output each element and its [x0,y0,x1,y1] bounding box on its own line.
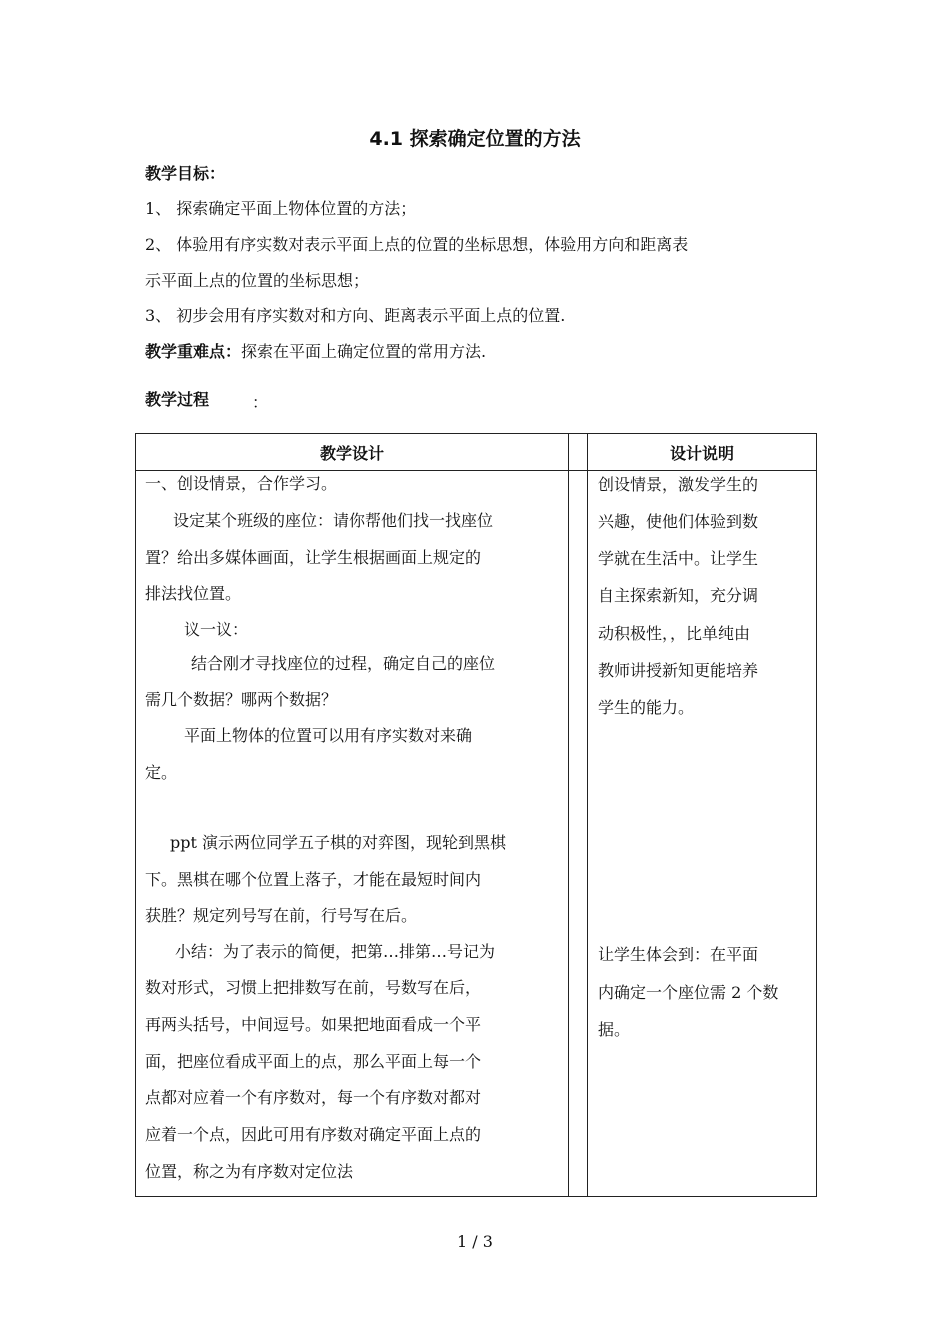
objectives-heading: 教学目标： [145,164,226,183]
notes-line: 据。 [598,1020,631,1039]
spacer-cell [569,471,588,1197]
page-number: 1 / 3 [457,1232,493,1251]
key-points-label: 教学重难点： [145,342,242,361]
design-cell [136,471,569,1197]
table-header-row [136,434,817,471]
design-line: 再两头括号，中间逗号。如果把地面看成一个平 [145,1015,482,1034]
process-colon: ： [252,393,269,412]
header-spacer [569,434,588,471]
design-line: 下。黑棋在哪个位置上落子，才能在最短时间内 [145,870,482,889]
design-line: 获胜？规定列号写在前，行号写在后。 [145,906,418,925]
notes-line: 学生的能力。 [598,698,695,717]
objective-item-1: 1、 探索确定平面上物体位置的方法； [145,199,417,218]
design-line: 数对形式，习惯上把排数写在前，号数写在后， [145,978,482,997]
design-line: 置？给出多媒体画面，让学生根据画面上规定的 [145,548,482,567]
header-design: 教学设计 [136,434,569,471]
notes-line: 兴趣，使他们体验到数 [598,512,759,531]
objective-item-3: 3、 初步会用有序实数对和方向、距离表示平面上点的位置. [145,306,566,325]
notes-line: 教师讲授新知更能培养 [598,661,759,680]
header-notes: 设计说明 [588,434,817,471]
design-line: 结合刚才寻找座位的过程，确定自己的座位 [191,654,496,673]
page-title: 4.1 探索确定位置的方法 [369,128,581,150]
design-line: ppt 演示两位同学五子棋的对弈图，现轮到黑棋 [170,833,507,852]
key-points-text: 探索在平面上确定位置的常用方法. [241,342,487,361]
design-line: 点都对应着一个有序数对，每一个有序数对都对 [145,1088,482,1107]
design-line: 需几个数据？哪两个数据？ [145,690,338,709]
lesson-table [135,433,817,1197]
notes-cell [588,471,817,1197]
objective-item-2: 2、 体验用有序实数对表示平面上点的位置的坐标思想，体验用方向和距离表 [145,235,689,254]
design-line: 小结：为了表示的简便，把第…排第…号记为 [175,942,496,961]
design-line: 面，把座位看成平面上的点，那么平面上每一个 [145,1052,482,1071]
notes-line: 创设情景，激发学生的 [598,475,759,494]
design-line: 设定某个班级的座位：请你帮他们找一找座位 [173,511,494,530]
design-line: 平面上物体的位置可以用有序实数对来确 [184,726,473,745]
notes-line: 内确定一个座位需 2 个数 [598,983,779,1002]
design-line: 位置，称之为有序数对定位法 [145,1162,354,1181]
key-points [145,342,486,362]
design-line: 定。 [145,763,178,782]
design-line: 一、创设情景，合作学习。 [145,474,338,493]
notes-line: 动积极性，，比单纯由 [598,624,751,643]
design-line: 排法找位置。 [145,584,242,603]
design-line: 应着一个点，因此可用有序数对确定平面上点的 [145,1125,482,1144]
notes-line: 让学生体会到：在平面 [598,945,759,964]
objective-item-2-continued: 示平面上点的位置的坐标思想； [145,271,370,290]
table-body-row [136,471,817,1197]
notes-line: 自主探索新知，充分调 [598,586,759,605]
process-label: 教学过程 [145,390,210,409]
notes-line: 学就在生活中。让学生 [598,549,759,568]
design-line: 议一议： [184,620,249,639]
